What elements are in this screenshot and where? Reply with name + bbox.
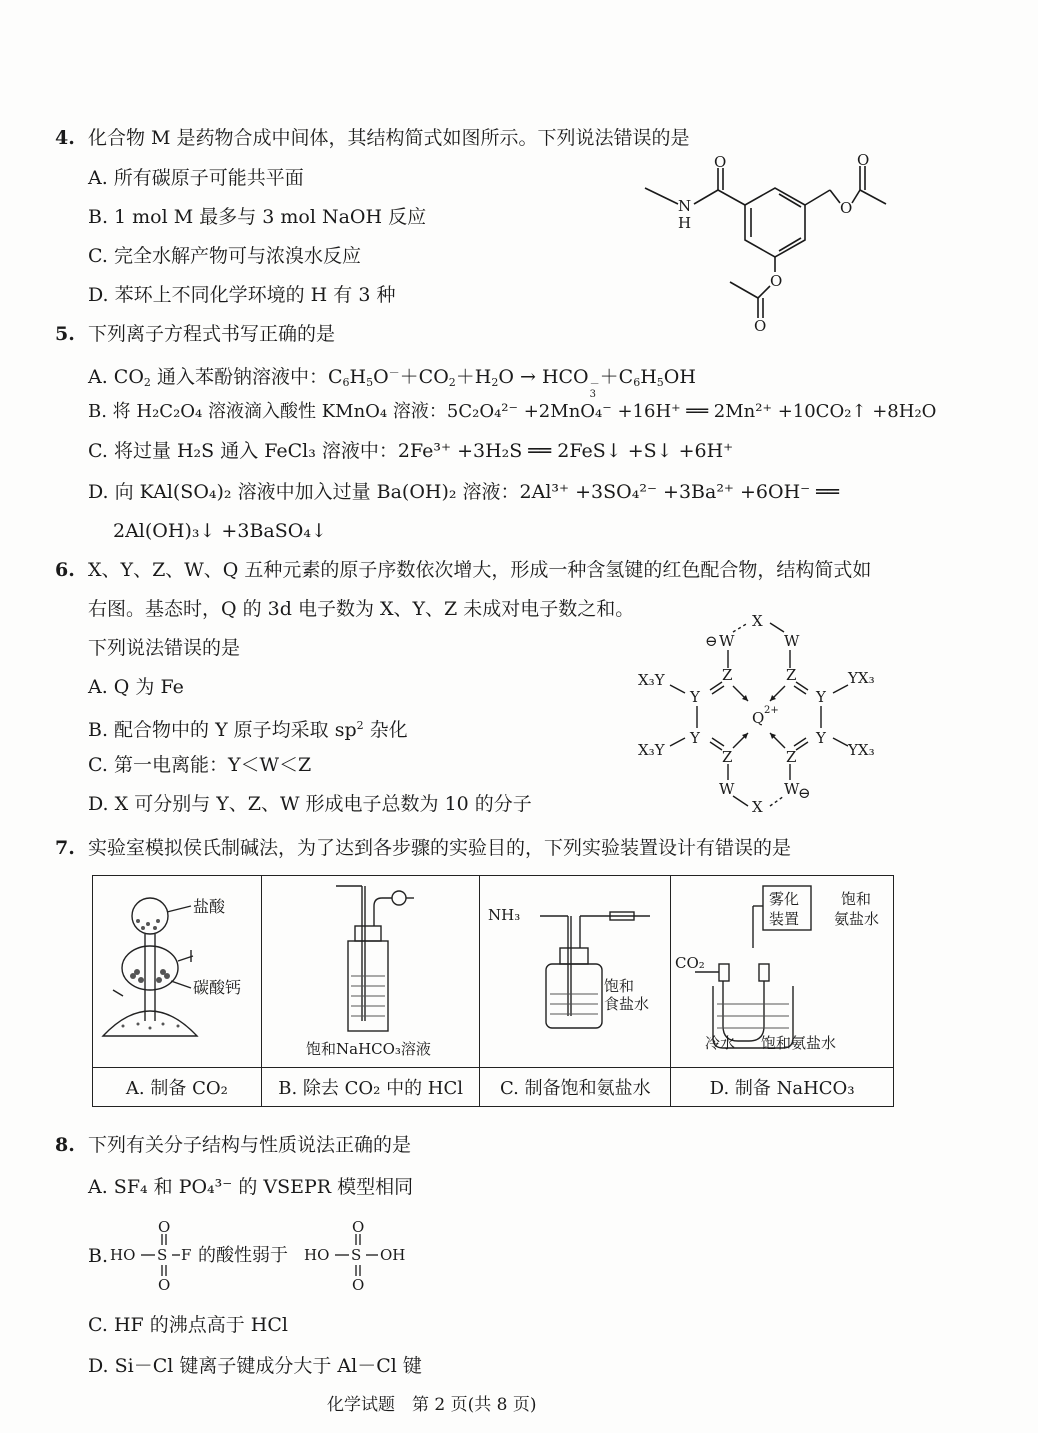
q6-atom-z3: Z	[722, 748, 733, 766]
q4-atom-o1: O	[714, 153, 727, 171]
apparatus-a-kipp	[93, 876, 261, 1068]
q5-option-d-line2: 2Al(OH)₃↓ +3BaSO₄↓	[113, 520, 327, 542]
q8-o3: O	[352, 1218, 365, 1236]
label-brine: 食盐水	[604, 995, 650, 1013]
q6-complex-structure	[630, 610, 895, 815]
q8-option-b-text: 的酸性弱于	[198, 1245, 288, 1266]
q6-atom-x-bottom: X	[752, 798, 763, 816]
q6-stem-line1: X、Y、Z、W、Q 五种元素的原子序数依次增大，形成一种含氢键的红色配合物，结构简式如	[88, 559, 872, 581]
q6-charge-top: ⊖	[705, 632, 718, 650]
q7-apparatus-table	[92, 875, 894, 1107]
label-sat-amm-1: 饱和	[841, 890, 872, 908]
q8-option-d: D. Si－Cl 键离子键成分大于 Al－Cl 键	[88, 1355, 422, 1377]
q5-option-c: C. 将过量 H₂S 通入 FeCl₃ 溶液中：2Fe³⁺ +3H₂S ══ 2FeS↓ +S↓ +6H⁺	[88, 440, 734, 462]
q4-option-a: A. 所有碳原子可能共平面	[88, 167, 304, 189]
q6-atom-w3: W	[719, 780, 735, 798]
apparatus-d-utube	[671, 876, 893, 1068]
q5-option-a: A. $CO_2$ 通入苯酚钠溶液中：$C_6H_5O^-+CO_2+H_2O$ → HCO － 3 $+C_6H_5OH$	[88, 366, 696, 400]
label-cold-water: 冷水	[705, 1034, 736, 1052]
q4-atom-o2: O	[857, 151, 870, 169]
q6-atom-y3: Y	[690, 729, 700, 747]
page-footer: 化学试题 第 2 页(共 8 页)	[327, 1395, 537, 1415]
q4-option-b: B. 1 mol M 最多与 3 mol NaOH 反应	[88, 206, 427, 228]
q6-group-x3y-2: X₃Y	[638, 741, 665, 759]
apparatus-b-cell	[261, 876, 480, 1068]
q8-f: F	[181, 1246, 192, 1264]
q8-option-a: A. SF₄ 和 PO₄³⁻ 的 VSEPR 模型相同	[88, 1176, 414, 1198]
q6-atom-y2: Y	[816, 688, 826, 706]
caption-b: B. 除去 CO₂ 中的 HCl	[261, 1068, 480, 1107]
label-nh3: NH₃	[488, 906, 521, 924]
q6-stem-line3: 下列说法错误的是	[88, 637, 241, 659]
q6-stem-line2: 右图。基态时，Q 的 3d 电子数为 X、Y、Z 未成对电子数之和。	[88, 598, 635, 620]
q8-ho1: HO	[110, 1246, 136, 1264]
apparatus-c-gasbottle	[480, 876, 670, 1068]
q6-atom-z2: Z	[786, 666, 797, 684]
caption-d: D. 制备 NaHCO₃	[671, 1068, 894, 1107]
label-saturated: 饱和	[604, 977, 635, 995]
q6-option-a: A. Q 为 Fe	[88, 676, 184, 698]
q6-atom-x-top: X	[752, 612, 763, 630]
q8-option-b-structures	[110, 1215, 430, 1295]
apparatus-a-cell	[93, 876, 262, 1068]
q8-s1: S	[157, 1246, 168, 1264]
q8-option-c: C. HF 的沸点高于 HCl	[88, 1314, 288, 1336]
apparatus-b-washbottle	[262, 876, 480, 1068]
q6-charge-bottom: ⊖	[798, 784, 811, 802]
q6-group-yx3-2: YX₃	[848, 741, 875, 759]
q6-option-b: B. 配合物中的 Y 原子均采取 $sp^2$ 杂化	[88, 719, 408, 741]
q8-stem: 下列有关分子结构与性质说法正确的是	[88, 1134, 412, 1156]
q6-atom-q: Q	[752, 709, 765, 727]
caption-c: C. 制备饱和氨盐水	[480, 1068, 671, 1107]
label-co2: CO₂	[675, 954, 705, 972]
q8-o2: O	[158, 1276, 171, 1294]
q5-number: 5.	[55, 323, 75, 345]
q8-oh: OH	[380, 1246, 406, 1264]
q8-o1: O	[158, 1218, 171, 1236]
q4-structure-diagram	[630, 150, 890, 335]
q5-option-d: D. 向 KAl(SO₄)₂ 溶液中加入过量 Ba(OH)₂ 溶液：2Al³⁺ +3SO₄²⁻ +3Ba²⁺ +6OH⁻ ══	[88, 481, 840, 503]
apparatus-d-cell	[671, 876, 894, 1068]
label-atomizer-2: 装置	[769, 910, 800, 928]
q6-atom-z1: Z	[722, 666, 733, 684]
label-sat-amm-2: 氨盐水	[834, 910, 880, 928]
q6-atom-w4: W	[784, 780, 800, 798]
q6-atom-w1: W	[719, 632, 735, 650]
q8-ho2: HO	[304, 1246, 330, 1264]
q4-atom-o4: O	[770, 272, 783, 290]
label-nahco3-solution: 饱和NaHCO₃溶液	[305, 1040, 431, 1058]
q6-atom-w2: W	[784, 632, 800, 650]
label-caco3: 碳酸钙	[193, 978, 242, 997]
q8-s2: S	[351, 1246, 362, 1264]
q6-option-c: C. 第一电离能：Y＜W＜Z	[88, 754, 312, 776]
q5-option-b: B. 将 H₂C₂O₄ 溶液滴入酸性 KMnO₄ 溶液：5C₂O₄²⁻ +2MnO₄⁻ +16H⁺ ══ 2Mn²⁺ +10CO₂↑ +8H₂O	[88, 401, 937, 422]
q6-group-yx3-1: YX₃	[848, 669, 875, 687]
q4-option-c: C. 完全水解产物可与浓溴水反应	[88, 245, 361, 267]
apparatus-c-cell	[480, 876, 671, 1068]
q6-number: 6.	[55, 559, 75, 581]
q6-option-d: D. X 可分别与 Y、Z、W 形成电子总数为 10 的分子	[88, 793, 532, 815]
q6-atom-z4: Z	[786, 748, 797, 766]
q8-option-b-label: B.	[88, 1245, 109, 1267]
q8-number: 8.	[55, 1134, 75, 1156]
q7-stem: 实验室模拟侯氏制碱法，为了达到各步骤的实验目的，下列实验装置设计有错误的是	[88, 837, 792, 859]
q4-atom-o3: O	[840, 199, 853, 217]
q4-atom-n: N	[678, 197, 692, 215]
q6-q-charge: 2+	[764, 705, 779, 716]
q6-group-x3y-1: X₃Y	[638, 671, 665, 689]
q6-atom-y4: Y	[816, 729, 826, 747]
q4-number: 4.	[55, 127, 75, 149]
q6-atom-y1: Y	[690, 688, 700, 706]
q4-stem: 化合物 M 是药物合成中间体，其结构简式如图所示。下列说法错误的是	[88, 127, 690, 149]
q4-atom-h: H	[678, 214, 692, 232]
caption-a: A. 制备 CO₂	[93, 1068, 262, 1107]
q4-atom-o5: O	[754, 317, 767, 335]
q8-o4: O	[352, 1276, 365, 1294]
q5-stem: 下列离子方程式书写正确的是	[88, 323, 336, 345]
label-sat-amm-bottom: 饱和氨盐水	[761, 1034, 837, 1052]
q4-option-d: D. 苯环上不同化学环境的 H 有 3 种	[88, 284, 396, 306]
label-atomizer-1: 雾化	[769, 890, 800, 908]
label-hcl: 盐酸	[193, 897, 226, 916]
q7-number: 7.	[55, 837, 75, 859]
